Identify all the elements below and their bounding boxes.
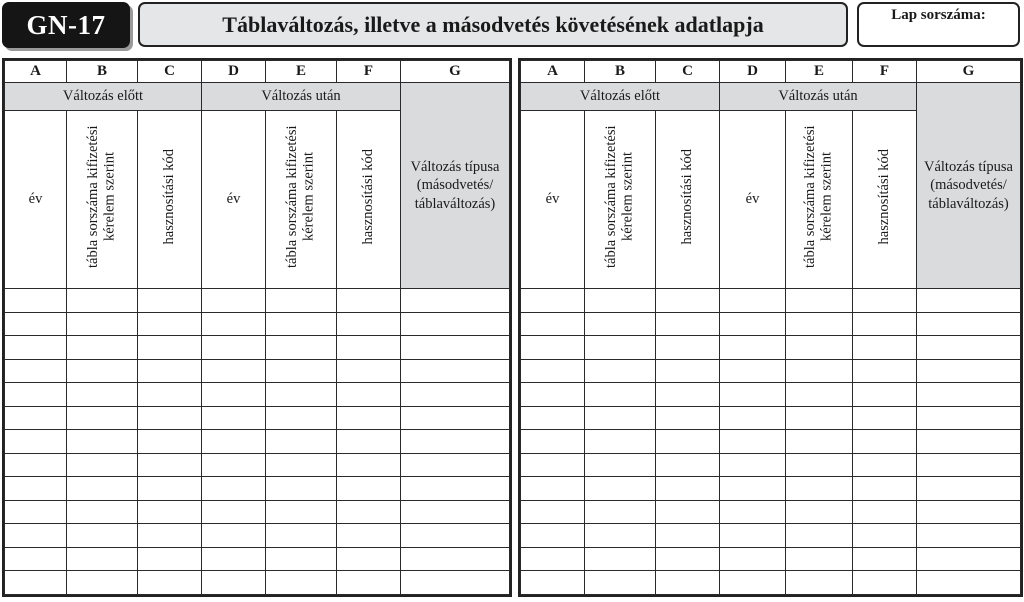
entry-cell[interactable] bbox=[5, 336, 67, 360]
entry-cell[interactable] bbox=[5, 359, 67, 383]
entry-cell[interactable] bbox=[521, 336, 585, 360]
entry-cell[interactable] bbox=[656, 500, 720, 524]
table-row bbox=[521, 383, 1021, 407]
entry-cell[interactable] bbox=[202, 430, 266, 454]
entry-cell[interactable] bbox=[67, 430, 138, 454]
table-row bbox=[521, 430, 1021, 454]
entry-cell[interactable] bbox=[786, 289, 853, 313]
column-letter: C bbox=[138, 61, 202, 83]
entry-cell[interactable] bbox=[202, 312, 266, 336]
entry-cell[interactable] bbox=[917, 359, 1021, 383]
entry-cell[interactable] bbox=[521, 406, 585, 430]
entry-cell[interactable] bbox=[521, 289, 585, 313]
entry-cell[interactable] bbox=[521, 383, 585, 407]
entry-cell[interactable] bbox=[266, 453, 337, 477]
entry-cell[interactable] bbox=[853, 477, 917, 501]
group-after-header: Változás után bbox=[720, 83, 917, 111]
use-code-header: hasznosítási kód bbox=[876, 149, 893, 245]
entry-cell[interactable] bbox=[720, 430, 786, 454]
entry-cell[interactable] bbox=[202, 571, 266, 595]
entry-cell[interactable] bbox=[656, 453, 720, 477]
entry-cell[interactable] bbox=[521, 547, 585, 571]
entry-cell[interactable] bbox=[786, 406, 853, 430]
entry-cell[interactable] bbox=[67, 406, 138, 430]
table-row bbox=[5, 500, 510, 524]
entry-cell[interactable] bbox=[401, 571, 510, 595]
entry-cell[interactable] bbox=[337, 500, 401, 524]
entry-cell[interactable] bbox=[401, 336, 510, 360]
entry-cell[interactable] bbox=[656, 547, 720, 571]
page-number-label: Lap sorszáma: bbox=[891, 7, 986, 23]
entry-cell[interactable] bbox=[138, 571, 202, 595]
entry-cell[interactable] bbox=[656, 524, 720, 548]
entry-cell[interactable] bbox=[401, 430, 510, 454]
entry-cell[interactable] bbox=[138, 500, 202, 524]
entry-cell[interactable] bbox=[720, 289, 786, 313]
entry-cell[interactable] bbox=[202, 383, 266, 407]
table-row bbox=[5, 289, 510, 313]
column-letter: B bbox=[585, 61, 656, 83]
entry-cell[interactable] bbox=[656, 336, 720, 360]
entry-cell[interactable] bbox=[138, 524, 202, 548]
entry-cell[interactable] bbox=[138, 336, 202, 360]
table-row bbox=[521, 571, 1021, 595]
entry-cell[interactable] bbox=[521, 500, 585, 524]
entry-cell[interactable] bbox=[401, 312, 510, 336]
change-type-header: Változás típusa (másodvetés/ táblaváltozás) bbox=[917, 83, 1021, 289]
entry-cell[interactable] bbox=[917, 430, 1021, 454]
entry-cell[interactable] bbox=[853, 312, 917, 336]
plot-number-header-cell bbox=[786, 111, 853, 289]
entry-cell[interactable] bbox=[5, 500, 67, 524]
plot-number-header: tábla sorszáma kifizetési kérelem szerint bbox=[802, 125, 835, 269]
entry-cell[interactable] bbox=[917, 406, 1021, 430]
entry-cell[interactable] bbox=[266, 524, 337, 548]
group-header-row bbox=[521, 83, 1021, 111]
entry-cell[interactable] bbox=[656, 383, 720, 407]
group-before-header: Változás előtt bbox=[521, 83, 720, 111]
entry-cell[interactable] bbox=[138, 359, 202, 383]
entry-cell[interactable] bbox=[656, 477, 720, 501]
column-letter: E bbox=[786, 61, 853, 83]
table-row bbox=[5, 383, 510, 407]
entry-cell[interactable] bbox=[138, 289, 202, 313]
entry-cell[interactable] bbox=[266, 383, 337, 407]
table-row bbox=[521, 524, 1021, 548]
year-header: év bbox=[202, 111, 266, 289]
table-row bbox=[521, 312, 1021, 336]
entry-cell[interactable] bbox=[853, 500, 917, 524]
entry-cell[interactable] bbox=[585, 477, 656, 501]
entry-cell[interactable] bbox=[585, 359, 656, 383]
entry-cell[interactable] bbox=[266, 312, 337, 336]
plot-number-header: tábla sorszáma kifizetési kérelem szerint bbox=[284, 125, 317, 269]
entry-cell[interactable] bbox=[521, 430, 585, 454]
entry-cell[interactable] bbox=[337, 406, 401, 430]
entry-cell[interactable] bbox=[585, 383, 656, 407]
entry-cell[interactable] bbox=[67, 312, 138, 336]
use-code-header: hasznosítási kód bbox=[679, 149, 696, 245]
entry-cell[interactable] bbox=[138, 312, 202, 336]
year-header: év bbox=[720, 111, 786, 289]
entry-cell[interactable] bbox=[266, 406, 337, 430]
entry-cell[interactable] bbox=[67, 383, 138, 407]
plot-number-header: tábla sorszáma kifizetési kérelem szerint bbox=[85, 125, 118, 269]
entry-cell[interactable] bbox=[138, 547, 202, 571]
entry-cell[interactable] bbox=[266, 430, 337, 454]
entry-cell[interactable] bbox=[401, 453, 510, 477]
entry-cell[interactable] bbox=[853, 524, 917, 548]
column-letter: A bbox=[5, 61, 67, 83]
entry-cell[interactable] bbox=[401, 383, 510, 407]
entry-cell[interactable] bbox=[67, 289, 138, 313]
column-letter: G bbox=[401, 61, 510, 83]
entry-cell[interactable] bbox=[585, 524, 656, 548]
entry-cell[interactable] bbox=[720, 524, 786, 548]
entry-cell[interactable] bbox=[138, 383, 202, 407]
entry-cell[interactable] bbox=[401, 500, 510, 524]
entry-cell[interactable] bbox=[337, 336, 401, 360]
entry-cell[interactable] bbox=[202, 336, 266, 360]
form-code: GN-17 bbox=[26, 9, 106, 40]
column-letter: B bbox=[67, 61, 138, 83]
entry-cell[interactable] bbox=[585, 406, 656, 430]
table-row bbox=[521, 477, 1021, 501]
entry-cell[interactable] bbox=[853, 547, 917, 571]
entry-cell[interactable] bbox=[720, 336, 786, 360]
form-code-badge bbox=[2, 2, 130, 48]
table-row bbox=[5, 571, 510, 595]
entry-cell[interactable] bbox=[337, 383, 401, 407]
group-after-header: Változás után bbox=[202, 83, 401, 111]
column-letter: E bbox=[266, 61, 337, 83]
entry-cell[interactable] bbox=[585, 547, 656, 571]
entry-cell[interactable] bbox=[5, 453, 67, 477]
group-before-header: Változás előtt bbox=[5, 83, 202, 111]
entry-cell[interactable] bbox=[853, 406, 917, 430]
entry-cell[interactable] bbox=[585, 571, 656, 595]
entry-cell[interactable] bbox=[202, 406, 266, 430]
entry-cell[interactable] bbox=[266, 500, 337, 524]
entry-cell[interactable] bbox=[786, 477, 853, 501]
entry-cell[interactable] bbox=[401, 477, 510, 501]
entry-cell[interactable] bbox=[401, 524, 510, 548]
use-code-header-cell bbox=[853, 111, 917, 289]
entry-cell[interactable] bbox=[5, 524, 67, 548]
entry-cell[interactable] bbox=[521, 359, 585, 383]
entry-cell[interactable] bbox=[5, 430, 67, 454]
entry-cell[interactable] bbox=[720, 453, 786, 477]
column-letter: D bbox=[202, 61, 266, 83]
entry-cell[interactable] bbox=[656, 312, 720, 336]
entry-cell[interactable] bbox=[67, 453, 138, 477]
entry-cell[interactable] bbox=[786, 547, 853, 571]
entry-cell[interactable] bbox=[521, 477, 585, 501]
entry-cell[interactable] bbox=[67, 500, 138, 524]
entry-cell[interactable] bbox=[266, 359, 337, 383]
entry-cell[interactable] bbox=[337, 312, 401, 336]
table-row bbox=[5, 336, 510, 360]
plot-number-header-cell bbox=[67, 111, 138, 289]
entry-cell[interactable] bbox=[917, 453, 1021, 477]
entry-cell[interactable] bbox=[337, 289, 401, 313]
entry-cell[interactable] bbox=[401, 289, 510, 313]
entry-cell[interactable] bbox=[917, 547, 1021, 571]
entry-cell[interactable] bbox=[5, 289, 67, 313]
entry-cell[interactable] bbox=[656, 289, 720, 313]
entry-cell[interactable] bbox=[720, 406, 786, 430]
entry-cell[interactable] bbox=[202, 524, 266, 548]
entry-cell[interactable] bbox=[401, 547, 510, 571]
use-code-header-cell bbox=[656, 111, 720, 289]
column-letter: D bbox=[720, 61, 786, 83]
entry-cell[interactable] bbox=[67, 524, 138, 548]
entry-cell[interactable] bbox=[786, 453, 853, 477]
entry-cell[interactable] bbox=[337, 477, 401, 501]
entry-cell[interactable] bbox=[853, 289, 917, 313]
entry-cell[interactable] bbox=[202, 359, 266, 383]
entry-cell[interactable] bbox=[720, 312, 786, 336]
entry-cell[interactable] bbox=[917, 383, 1021, 407]
plot-number-header: tábla sorszáma kifizetési kérelem szerint bbox=[603, 125, 636, 269]
entry-cell[interactable] bbox=[720, 359, 786, 383]
entry-cell[interactable] bbox=[656, 430, 720, 454]
entry-cell[interactable] bbox=[585, 289, 656, 313]
column-letter: F bbox=[853, 61, 917, 83]
table-row bbox=[5, 430, 510, 454]
plot-number-header-cell bbox=[266, 111, 337, 289]
entry-cell[interactable] bbox=[853, 383, 917, 407]
entry-cell[interactable] bbox=[67, 571, 138, 595]
entry-cell[interactable] bbox=[337, 453, 401, 477]
entry-cell[interactable] bbox=[720, 571, 786, 595]
table-row bbox=[521, 547, 1021, 571]
table-row bbox=[521, 406, 1021, 430]
year-header: év bbox=[5, 111, 67, 289]
entry-cell[interactable] bbox=[5, 477, 67, 501]
entry-cell[interactable] bbox=[853, 453, 917, 477]
entry-cell[interactable] bbox=[521, 453, 585, 477]
table-row bbox=[5, 453, 510, 477]
entry-cell[interactable] bbox=[5, 547, 67, 571]
entry-cell[interactable] bbox=[656, 571, 720, 595]
entry-cell[interactable] bbox=[786, 524, 853, 548]
entry-cell[interactable] bbox=[917, 289, 1021, 313]
form-title-box bbox=[138, 2, 848, 47]
use-code-header: hasznosítási kód bbox=[161, 149, 178, 245]
entry-cell[interactable] bbox=[585, 430, 656, 454]
entry-cell[interactable] bbox=[720, 383, 786, 407]
entry-cell[interactable] bbox=[656, 406, 720, 430]
entry-cell[interactable] bbox=[786, 383, 853, 407]
entry-cell[interactable] bbox=[266, 289, 337, 313]
entry-cell[interactable] bbox=[786, 312, 853, 336]
entry-cell[interactable] bbox=[202, 477, 266, 501]
entry-cell[interactable] bbox=[266, 336, 337, 360]
entry-cell[interactable] bbox=[585, 500, 656, 524]
use-code-header-cell bbox=[337, 111, 401, 289]
entry-cell[interactable] bbox=[521, 312, 585, 336]
column-letter: F bbox=[337, 61, 401, 83]
entry-cell[interactable] bbox=[786, 336, 853, 360]
entry-cell[interactable] bbox=[521, 571, 585, 595]
entry-cell[interactable] bbox=[786, 500, 853, 524]
entry-cell[interactable] bbox=[401, 359, 510, 383]
entry-cell[interactable] bbox=[585, 453, 656, 477]
entry-cell[interactable] bbox=[202, 289, 266, 313]
entry-cell[interactable] bbox=[5, 312, 67, 336]
column-letter: C bbox=[656, 61, 720, 83]
entry-cell[interactable] bbox=[202, 453, 266, 477]
entry-cell[interactable] bbox=[5, 383, 67, 407]
data-table-left bbox=[4, 60, 510, 595]
entry-cell[interactable] bbox=[786, 571, 853, 595]
entry-cell[interactable] bbox=[202, 500, 266, 524]
entry-cell[interactable] bbox=[720, 547, 786, 571]
table-row bbox=[5, 312, 510, 336]
column-letter-row bbox=[5, 61, 510, 83]
group-header-row bbox=[5, 83, 510, 111]
entry-cell[interactable] bbox=[786, 359, 853, 383]
entry-cell[interactable] bbox=[656, 359, 720, 383]
entry-cell[interactable] bbox=[917, 571, 1021, 595]
entry-cell[interactable] bbox=[266, 477, 337, 501]
entry-cell[interactable] bbox=[521, 524, 585, 548]
entry-cell[interactable] bbox=[5, 571, 67, 595]
page-number-box[interactable] bbox=[857, 2, 1020, 47]
entry-cell[interactable] bbox=[138, 477, 202, 501]
entry-cell[interactable] bbox=[337, 547, 401, 571]
table-row bbox=[521, 453, 1021, 477]
entry-cell[interactable] bbox=[337, 524, 401, 548]
change-type-header: Változás típusa (másodvetés/ táblaváltozás) bbox=[401, 83, 510, 289]
table-row bbox=[5, 406, 510, 430]
entry-cell[interactable] bbox=[138, 430, 202, 454]
entry-cell[interactable] bbox=[720, 477, 786, 501]
entry-cell[interactable] bbox=[5, 406, 67, 430]
column-letter: G bbox=[917, 61, 1021, 83]
entry-cell[interactable] bbox=[266, 547, 337, 571]
table-row bbox=[521, 500, 1021, 524]
entry-cell[interactable] bbox=[917, 500, 1021, 524]
entry-cell[interactable] bbox=[337, 359, 401, 383]
entry-cell[interactable] bbox=[138, 453, 202, 477]
entry-cell[interactable] bbox=[853, 430, 917, 454]
year-header: év bbox=[521, 111, 585, 289]
table-row bbox=[5, 547, 510, 571]
entry-cell[interactable] bbox=[67, 547, 138, 571]
entry-cell[interactable] bbox=[337, 571, 401, 595]
entry-cell[interactable] bbox=[337, 430, 401, 454]
entry-cell[interactable] bbox=[266, 571, 337, 595]
table-row bbox=[5, 477, 510, 501]
form-title: Táblaváltozás, illetve a másodvetés követésének adatlapja bbox=[222, 11, 764, 37]
entry-cell[interactable] bbox=[585, 312, 656, 336]
table-row bbox=[5, 359, 510, 383]
column-letter-row bbox=[521, 61, 1021, 83]
table-row bbox=[521, 289, 1021, 313]
use-code-header: hasznosítási kód bbox=[360, 149, 377, 245]
entry-cell[interactable] bbox=[720, 500, 786, 524]
plot-number-header-cell bbox=[585, 111, 656, 289]
entry-cell[interactable] bbox=[67, 336, 138, 360]
entry-cell[interactable] bbox=[917, 312, 1021, 336]
entry-cell[interactable] bbox=[202, 547, 266, 571]
use-code-header-cell bbox=[138, 111, 202, 289]
entry-cell[interactable] bbox=[138, 406, 202, 430]
table-row bbox=[521, 336, 1021, 360]
table-row bbox=[521, 359, 1021, 383]
column-letter: A bbox=[521, 61, 585, 83]
entry-cell[interactable] bbox=[853, 336, 917, 360]
entry-cell[interactable] bbox=[917, 524, 1021, 548]
entry-cell[interactable] bbox=[853, 359, 917, 383]
entry-cell[interactable] bbox=[853, 571, 917, 595]
entry-cell[interactable] bbox=[786, 430, 853, 454]
entry-cell[interactable] bbox=[67, 477, 138, 501]
table-row bbox=[5, 524, 510, 548]
entry-cell[interactable] bbox=[585, 336, 656, 360]
entry-cell[interactable] bbox=[401, 406, 510, 430]
data-table-right bbox=[520, 60, 1021, 595]
entry-cell[interactable] bbox=[917, 336, 1021, 360]
entry-cell[interactable] bbox=[917, 477, 1021, 501]
entry-cell[interactable] bbox=[67, 359, 138, 383]
